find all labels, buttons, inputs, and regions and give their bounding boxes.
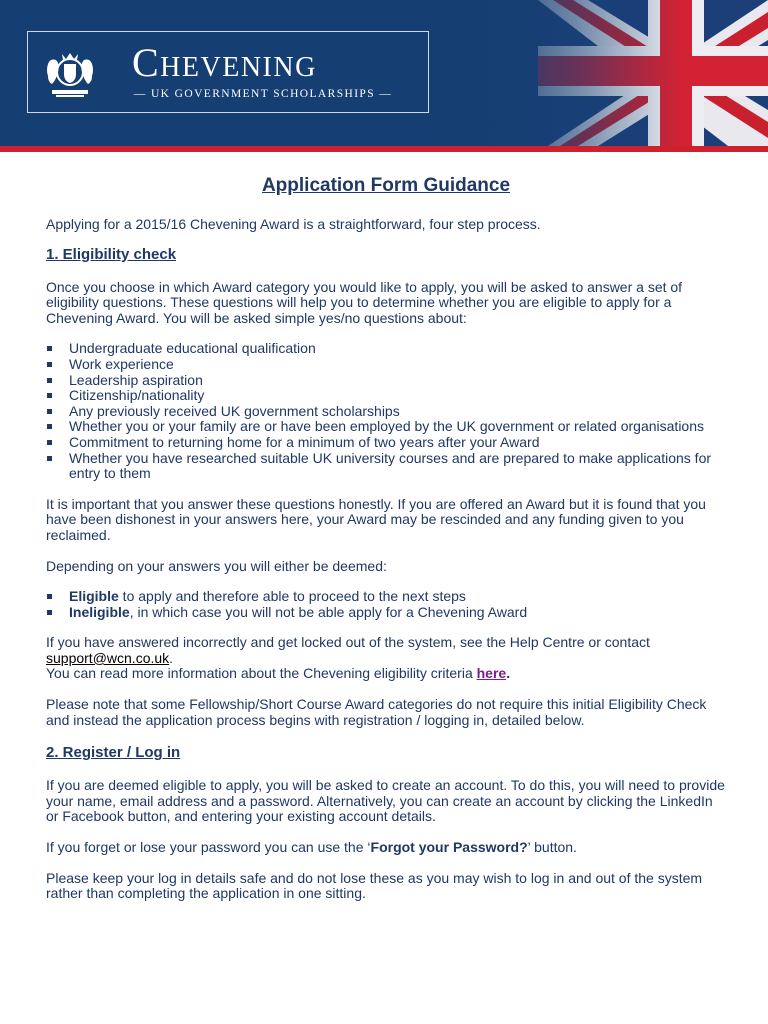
intro-paragraph: Applying for a 2015/16 Chevening Award is a straightforward, four step process. xyxy=(46,216,541,232)
bullet-icon xyxy=(47,346,52,351)
eligibility-paragraph: Once you choose in which Award category you would like to apply, you will be asked to answer a set of eligibility questions. These questions will help you to determine whether you are eligible to apply for a Chevening Award. You will be asked simple yes/no questions about: xyxy=(46,278,683,326)
bullet-icon xyxy=(47,362,52,367)
forgot-password-paragraph: If you forget or lose your password you can use the ‘Forgot your Password?’ button. xyxy=(46,839,577,856)
locked-out-paragraph: If you have answered incorrectly and get locked out of the system, see the Help Centre or contact support@wcn.co.uk. You can read more information about the Chevening eligibility criteria here. xyxy=(46,634,650,682)
forgot-password-label: Forgot your Password? xyxy=(370,839,528,856)
brand-title: Chevening xyxy=(132,40,317,85)
section-heading-eligibility: 1. Eligibility check xyxy=(46,245,177,263)
keep-details-paragraph: Please keep your log in details safe and do not lose these as you may wish to log in and out of the system rather than completing the application in one sitting. xyxy=(46,869,703,902)
bullet-icon xyxy=(47,393,52,398)
document-body xyxy=(46,172,726,917)
list-item: Whether you have researched suitable UK university courses and are prepared to make applications for entry to them xyxy=(46,451,726,482)
list-item-eligible: Eligible to apply and therefore able to proceed to the next steps xyxy=(46,589,726,605)
bullet-icon xyxy=(47,424,52,429)
bullet-icon xyxy=(47,440,52,445)
list-item: Commitment to returning home for a minimum of two years after your Award xyxy=(46,435,726,451)
bullet-icon xyxy=(47,409,52,414)
chevening-logo xyxy=(27,31,429,113)
bullet-icon xyxy=(47,610,52,615)
header-red-stripe xyxy=(0,146,768,152)
list-item: Leadership aspiration xyxy=(46,373,726,389)
brand-tagline: — UK GOVERNMENT SCHOLARSHIPS — xyxy=(133,88,393,100)
page-title: Application Form Guidance xyxy=(261,175,511,196)
list-item: Any previously received UK government scholarships xyxy=(46,404,726,420)
eligibility-question-list xyxy=(46,341,726,481)
outcome-intro: Depending on your answers you will either be deemed: xyxy=(46,557,387,574)
union-flag-image xyxy=(478,0,768,146)
bullet-icon xyxy=(47,378,52,383)
bullet-icon xyxy=(47,456,52,461)
list-item: Whether you or your family are or have been employed by the UK government or related organisations xyxy=(46,419,726,435)
list-item-ineligible: Ineligible, in which case you will not be able apply for a Chevening Award xyxy=(46,605,726,621)
eligibility-criteria-link[interactable]: here xyxy=(476,665,507,682)
outcome-list xyxy=(46,589,726,620)
bullet-icon xyxy=(47,594,52,599)
fellowship-note-paragraph: Please note that some Fellowship/Short Course Award categories do not require this initial Eligibility Check and instead the application process begins with registration / logging in, detailed below. xyxy=(46,696,707,728)
honesty-paragraph: It is important that you answer these questions honestly. If you are offered an Award but it is found that you have been dishonest in your answers here, your Award may be rescinded and any funding given to you reclaimed. xyxy=(46,495,706,543)
royal-crest-icon xyxy=(42,42,98,102)
register-paragraph: If you are deemed eligible to apply, you will be asked to create an account. To do this, you will need to provide your name, email address and a password. Alternatively, you can create an account by clicking the LinkedIn or Facebook button, and entering your existing account details. xyxy=(46,777,725,825)
list-item: Undergraduate educational qualification xyxy=(46,341,726,357)
support-email-link[interactable]: support@wcn.co.uk xyxy=(46,649,170,666)
list-item: Citizenship/nationality xyxy=(46,388,726,404)
header-banner xyxy=(0,0,768,146)
list-item: Work experience xyxy=(46,357,726,373)
section-heading-register: 2. Register / Log in xyxy=(46,744,181,762)
